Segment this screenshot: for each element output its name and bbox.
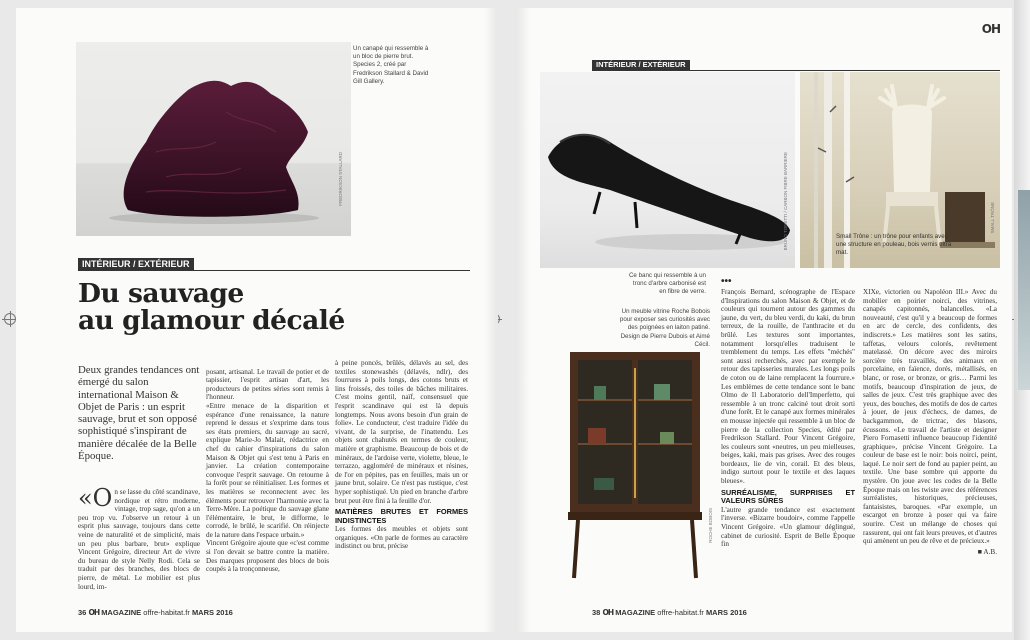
column-1-continuation: L'autre grande tendance est exactement l'inverse. «Bizarre boudoir», comme l'appelle Vincent Grégoire. «Un glamour déglingué, cabinet de curiosité. Esprit de Belle Époque fin (721, 505, 855, 549)
oh-logo: OH (981, 22, 1000, 36)
issue-label: MARS 2016 (705, 608, 747, 617)
cabinet-photo-credit: ROCHE BOBOIS (708, 508, 713, 543)
cabinet-caption: Un meuble vitrine Roche Bobois pour exposer ses curiosités avec des poignées en laiton patiné. Design de Pierre Dubois et Aimé Cécil. (619, 308, 710, 348)
section-dots: ••• (721, 276, 732, 287)
headline (78, 280, 478, 334)
lede-paragraph: Deux grandes tendances ont émergé du salon international Maison & Objet de Paris : un esprit sauvage, brut et son opposé sophistiqué s'inspirant de manière décalée de la Belle Époque. (78, 364, 200, 463)
column-1-subhead: SURRÉALISME, SURPRISES ET VALEURS SÛRES (721, 487, 855, 506)
vitrine-cabinet-shape (564, 348, 706, 580)
cabinet-photo (564, 348, 706, 580)
magazine-label: MAGAZINE (101, 608, 142, 617)
body-column-2 (206, 359, 329, 574)
column-2-text: posant, artisanal. Le travail de potier et de tapissier, l'esprit artisan d'art, les producteurs de petites séries sont remis à l'honneur. «Entre menace de la disparition et espérance d'une renaissance, la nature reprend le dessus et s'exprime dans tous ses états premiers, du sauvage au sacré, explique Marie-Jo Malait, rédactrice en chef du cahier d'inspirations du salon Maison & Objet qui s'est tenu à Paris en janvier. La création contemporaine convoque l'esprit sauvage. On retourne à la forêt pour se réinitialiser. Les formes et les matières se reconnectent avec les éléments pour retrouver l'harmonie avec la Terre-Mère. La poétique du sauvage glane l'élémentaire, le brut, le difforme, le corrodé, le brûlé, le scarifié. On réinjecte de la nature dans l'espace urbain.» Vincent Grégoire ajoute que «c'est comme si l'on devait se battre contre la matière. Des marques proposent des blocs de bois coupés à la tronçonneuse, (206, 367, 329, 574)
registration-mark-icon (4, 313, 16, 325)
headline-line-1: Du sauvage (78, 278, 244, 309)
body-column-1 (78, 484, 200, 591)
right-page (516, 8, 1012, 632)
body-column-3 (335, 359, 468, 551)
right-page-number: 38 (592, 608, 601, 617)
headline-line-2: au glamour décalé (78, 305, 345, 336)
right-folio (592, 608, 747, 617)
oh-logo: OH (88, 608, 100, 617)
throne-caption: Small Trône : un trône pour enfants avec une structure en pouleau, bois vernis ultra mat. (836, 233, 952, 257)
body-column-2 (863, 288, 997, 556)
left-folio (78, 608, 233, 617)
next-page-edge (1014, 0, 1030, 640)
left-page (16, 8, 498, 632)
dropcap: «O (78, 484, 113, 512)
sofa-photo-credit: FREDRIKSON STALLARD (338, 152, 343, 206)
column-3-text: à peine poncés, brûlés, délavés au sel, des textiles stonewashés (délavés, ndlr), des fourrures à poils longs, des cotons bruts et lins froissés, des toiles de bâches militaires. C'est moins gentil, naïf, consensuel que l'esprit scandinave qui est là depuis longtemps. Nous avons besoin d'un grain de folie». Le conducteur, c'est traduire l'idée du vivant, de la surprise, de l'inattendu. Les objets sont chahutés en termes de couleur, matière et graphisme. Beaucoup de bois et de minéraux, de l'ardoise verte, violette, bleue, le terrazzo, aggloméré de minéraux et résines, de l'or en pépites, pas en feuilles, mais un or jaune brut, solaire. Ce n'est pas rustique, c'est hyper sophistiqué. Un pied en branche d'arbre brut peut être fini à la feuille d'or. (335, 359, 468, 505)
sofa-caption: Un canapé qui ressemble à un bloc de pierre brut. Species 2, créé par Fredrikson Stallard & David Gill Gallery. (353, 45, 429, 85)
rubric-rule (592, 70, 1000, 71)
bench-photo-credit: BRUNO TONETTI / CARBON FIBRE BARRIERE (783, 152, 788, 251)
column-3-continuation: Les formes des meubles et objets sont organiques. «On parle de formes au caractère indistinct ou brut, précise (335, 525, 468, 551)
rubric-tag: INTÉRIEUR / EXTÉRIEUR (592, 60, 690, 70)
body-column-1 (721, 288, 855, 549)
column-3-subhead: MATIÈRES BRUTES ET FORMES INDISTINCTES (335, 507, 468, 525)
charred-bench-shape (540, 72, 795, 268)
next-page-photo-sliver (1018, 190, 1030, 390)
rubric-tag: INTÉRIEUR / EXTÉRIEUR (78, 258, 194, 270)
sofa-photo (76, 42, 351, 236)
oh-logo: OH (602, 608, 614, 617)
site-label: offre-habitat.fr (143, 608, 190, 617)
issue-label: MARS 2016 (191, 608, 233, 617)
bench-caption: Ce banc qui ressemble à un tronc d'arbre carbonisé est en fibre de verre. (628, 272, 706, 296)
bench-photo (540, 72, 795, 268)
gutter-shadow (484, 8, 498, 632)
site-label: offre-habitat.fr (657, 608, 704, 617)
gutter-shadow (516, 8, 530, 632)
magazine-label: MAGAZINE (615, 608, 656, 617)
left-page-number: 36 (78, 608, 87, 617)
rubric-rule (78, 270, 470, 271)
signature: ■ A.B. (977, 547, 997, 556)
throne-photo-credit: SMALL TRÔNE (990, 202, 995, 234)
column-1-text: n se lasse du côté scandinave, nordique et rétro moderne, vintage, trop sage, qu'on a un peu trop vu. J'observe un retour à un esprit plus sauvage, toujours dans cette veine de naturalité et de simplicité, mais un peu plus barbare, brut» explique Vincent Grégoire, directeur Art de vivre du bureau de style Nelly Rodi. Cela se traduit par des branches, des blocs de pierre, de métal. Le mobilier est plus lourd, im- (78, 488, 200, 591)
throne-photo (800, 72, 1000, 268)
stone-sofa-shape (76, 42, 351, 236)
column-2-text: XIXe, victorien ou Napoléon III.» Avec du mobilier en poirier noirci, des vitrines, canapés capitonnés, balancelles. «La nouveauté, c'est qu'il y a beaucoup de formes en arc de cercle, des confidents, des indiscrets.» Les matières sont les satins, taffetas, velours colorés, revêtement matelassé. On décore avec des miroirs sorcière très travaillés, des animaux en porcelaine, en faïence, dorés, métallisés, en blanc, or rose, or bronze, or gris… Parmi les motifs, beaucoup d'inspiration de jeux, de salles de jeux. C'est très graphique avec des yeux, des bouches, des motifs de dos de cartes à jouer, de jeux d'échecs, de dames, de backgammon, de trictrac, des blasons, écussons. «Le travail de l'artiste et designer Piero Fornasetti influence beaucoup l'identité graphique», précise Vincent Grégoire. La couleur de base est le noir: bois noirci, peint, laqué. Le noir sert de fond au papier peint, au textile. Une base sombre qui apporte du mystère. On joue avec les codes de la Belle Époque mais on les twiste avec des références surréalistes, historiques, précieuses, fantaisistes, baroques. «Par exemple, un escargot en bronze à poser qui va faire sourire. C'est un mélange de choses qui rassurent, qui ont fait leurs preuves, et d'autres qui amènent un peu de rêve et de précieux.» (863, 288, 997, 546)
column-1-text: François Bernard, scénographe de l'Espace d'Inspirations du salon Maison & Objet, et de couleurs qui tournent autour des gammes du jaune, du vert, du bleu verdi, du kaki, du brun terreux, de la rouille, de l'anthracite et du brûlé. Les textures sont importantes, notamment lorsqu'elles traduisent le tremblement du temps. Les effets "méchés" sont aussi recherchés, avec par exemple le retour des tapisseries murales. Les longs poils de coton ou de laine remplacent la fourrure.» Les emblèmes de cette tendance sont le banc Olmo de Il Laboratorio dell'Imperfetto, qui ressemble à un tronc calciné tout droit sorti d'une forêt. Et le canapé aux formes minérales en mousse injectée qui ressemble à un bloc de pierre de la collection Species, édité par Fredrikson Stallard. Pour Vincent Grégoire, les couleurs sont «neutres, un peu mielleuses, beiges, kaki, mais pas grises. Avec des rouges bordeaux, lie de vin, corail. Et des bleus, indigo surtout pour le textile et des laques bleues». (721, 288, 855, 486)
